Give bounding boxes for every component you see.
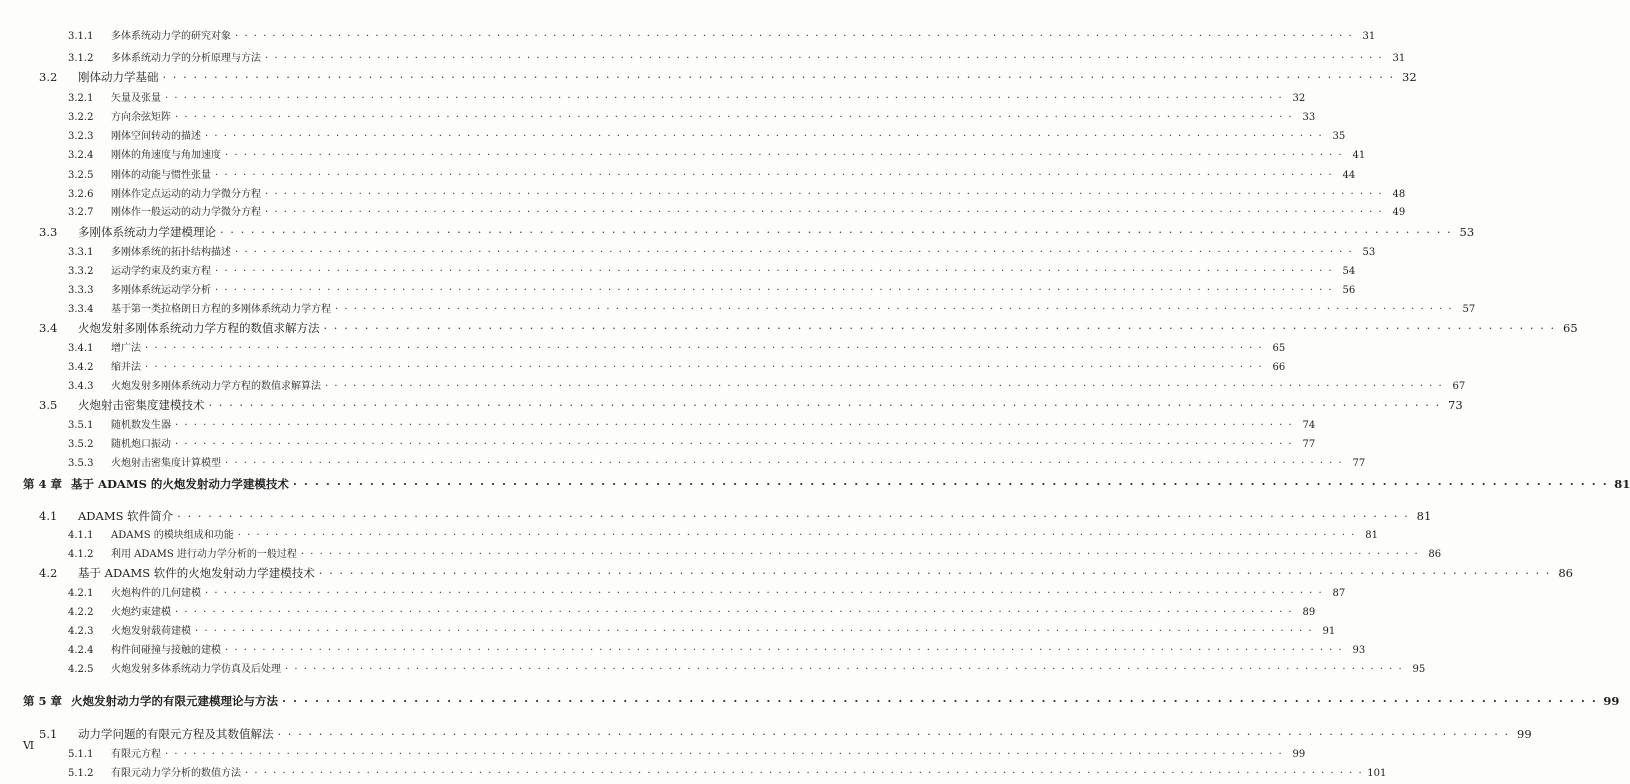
toc-entry-title: 动力学问题的有限元方程及其数值解法 bbox=[78, 727, 274, 741]
toc-entry-number: 3.3.1 bbox=[68, 247, 94, 258]
toc-entry-number: 3.3.4 bbox=[68, 304, 94, 315]
toc-entry-5-1-2 bbox=[0, 764, 1387, 784]
toc-entry-number: 4.2.3 bbox=[68, 626, 94, 637]
toc-entry-4-1 bbox=[0, 508, 1432, 528]
toc-entry-title: 火炮发射动力学的有限元建模理论与方法 bbox=[71, 694, 279, 708]
toc-entry-3-5-1 bbox=[0, 416, 1316, 436]
toc-entry-title: 有限元方程 bbox=[111, 749, 161, 760]
toc-entry-number: 3.2.6 bbox=[68, 189, 94, 200]
page-number-roman: Ⅵ bbox=[23, 739, 35, 752]
toc-entry-number: 3.5.1 bbox=[68, 420, 94, 431]
toc-entry-number: 3.1.1 bbox=[68, 31, 94, 42]
toc-entry-title: 刚体作一般运动的动力学微分方程 bbox=[111, 207, 261, 218]
toc-entry-number: 3.2.2 bbox=[68, 112, 94, 123]
toc-entry-page: 35 bbox=[1332, 131, 1346, 142]
toc-entry-page: 74 bbox=[1302, 420, 1316, 431]
toc-entry-title: 有限元动力学分析的数值方法 bbox=[111, 768, 241, 779]
toc-entry-number: 3.4.3 bbox=[68, 381, 94, 392]
toc-entry-number: 3.1.2 bbox=[68, 53, 94, 64]
toc-entry-title: 火炮发射多体系统动力学仿真及后处理 bbox=[111, 664, 281, 675]
dot-leader: · · · · · · · · · · · · · · · · · · · · · · · · · · · · · · · · · · · · · · · · · · · · · · · · · · · · · · · · · · · · · · · · · · · · · · · · · · · · · · · · · · · · · · · · · · · · · · · · · · · · · · · · · · · · · · · · · · · · · · · · bbox=[265, 207, 1384, 218]
toc-entry-page: 93 bbox=[1352, 645, 1366, 656]
toc-entry-title: 火炮构件的几何建模 bbox=[111, 588, 201, 599]
toc-entry-number: 4.2.5 bbox=[68, 664, 94, 675]
toc-entry-page: 32 bbox=[1402, 70, 1417, 84]
dot-leader: · · · · · · · · · · · · · · · · · · · · · · · · · · · · · · · · · · · · · · · · · · · · · · · · · · · · · · · · · · · · · · · · · · · · · · · · · · · · · · · · · · · · · · · · · · · · · · · · · · · · · · · · · · · · · · · · · · · · · · · · bbox=[235, 247, 1354, 258]
toc-entry-3-2-1 bbox=[0, 89, 1306, 109]
toc-entry-第4章 bbox=[0, 476, 1630, 496]
dot-leader: · · · · · · · · · · · · · · · · · · · · · · · · · · · · · · · · · · · · · · · · · · · · · · · · · · · · · · · · · · · · · · · · · · · · · · · · · · · · · · · · · · · · · · · · · · · · · · · · · · · · · · · · · · · · · · · · · · · · · · · · bbox=[162, 70, 1395, 84]
dot-leader: · · · · · · · · · · · · · · · · · · · · · · · · · · · · · · · · · · · · · · · · · · · · · · · · · · · · · · · · · · · · · · · · · · · · · · · · · · · · · · · · · · · · · · · · · · · · · · · · · · · · · · · · · · · · · · · · · · · · · · · · bbox=[165, 93, 1284, 104]
toc-entry-title: 矢量及张量 bbox=[111, 93, 161, 104]
toc-entry-page: 87 bbox=[1332, 588, 1346, 599]
toc-entry-4-1-1 bbox=[0, 526, 1378, 546]
toc-entry-number: 5.1.1 bbox=[68, 749, 94, 760]
toc-entry-3-4-3 bbox=[0, 377, 1466, 397]
toc-entry-title: 运动学约束及约束方程 bbox=[111, 266, 211, 277]
toc-entry-page: 44 bbox=[1342, 170, 1356, 181]
toc-entry-number: 3.2.5 bbox=[68, 170, 94, 181]
dot-leader: · · · · · · · · · · · · · · · · · · · · · · · · · · · · · · · · · · · · · · · · · · · · · · · · · · · · · · · · · · · · · · · · · · · · · · · · · · · · · · · · · · · · · · · · · · · · · · · · · · · · · · · · · · · · · · · · · · · · · · · · bbox=[175, 439, 1294, 450]
toc-entry-page: 91 bbox=[1322, 626, 1336, 637]
toc-entry-title: 多体系统动力学的分析原理与方法 bbox=[111, 53, 261, 64]
toc-entry-number: 4.2.2 bbox=[68, 607, 94, 618]
dot-leader: · · · · · · · · · · · · · · · · · · · · · · · · · · · · · · · · · · · · · · · · · · · · · · · · · · · · · · · · · · · · · · · · · · · · · · · · · · · · · · · · · · · · · · · · · · · · · · · · · · · · · · · · · · · · · · · · · · · · · · · · bbox=[175, 607, 1294, 618]
toc-entry-number: 3.3.2 bbox=[68, 266, 94, 277]
toc-entry-title: 多刚体系统动力学建模理论 bbox=[78, 225, 216, 239]
toc-entry-3-2 bbox=[0, 69, 1417, 89]
toc-entry-title: 构件间碰撞与接触的建模 bbox=[111, 645, 221, 656]
toc-entry-page: 48 bbox=[1392, 189, 1406, 200]
toc-entry-number: 3.4.2 bbox=[68, 362, 94, 373]
toc-entry-title: 火炮射击密集度计算模型 bbox=[111, 458, 221, 469]
toc-entry-page: 99 bbox=[1603, 694, 1620, 708]
toc-entry-page: 86 bbox=[1428, 549, 1442, 560]
toc-entry-page: 41 bbox=[1352, 150, 1366, 161]
dot-leader: · · · · · · · · · · · · · · · · · · · · · · · · · · · · · · · · · · · · · · · · · · · · · · · · · · · · · · · · · · · · · · · · · · · · · · · · · · · · · · · · · · · · · · · · · · · · · · · · · · · · · · · · · · · · · · · · · · · · · · · · bbox=[292, 477, 1609, 491]
dot-leader: · · · · · · · · · · · · · · · · · · · · · · · · · · · · · · · · · · · · · · · · · · · · · · · · · · · · · · · · · · · · · · · · · · · · · · · · · · · · · · · · · · · · · · · · · · · · · · · · · · · · · · · · · · · · · · · · · · · · · · · · bbox=[265, 189, 1384, 200]
dot-leader: · · · · · · · · · · · · · · · · · · · · · · · · · · · · · · · · · · · · · · · · · · · · · · · · · · · · · · · · · · · · · · · · · · · · · · · · · · · · · · · · · · · · · · · · · · · · · · · · · · · · · · · · · · · · · · · · · · · · · · · · bbox=[265, 53, 1384, 64]
toc-entry-page: 53 bbox=[1459, 225, 1475, 239]
toc-entry-第5章 bbox=[0, 693, 1620, 713]
toc-entry-number: 4.2.1 bbox=[68, 588, 94, 599]
toc-entry-number: 4.1.2 bbox=[68, 549, 94, 560]
toc-entry-title: 刚体空间转动的描述 bbox=[111, 131, 201, 142]
toc-entry-title: ADAMS 软件简介 bbox=[78, 509, 174, 523]
toc-entry-title: 多刚体系统运动学分析 bbox=[111, 285, 211, 296]
toc-entry-3-3-3 bbox=[0, 281, 1356, 301]
toc-entry-page: 67 bbox=[1452, 381, 1466, 392]
toc-entry-3-5 bbox=[0, 397, 1463, 417]
dot-leader: · · · · · · · · · · · · · · · · · · · · · · · · · · · · · · · · · · · · · · · · · · · · · · · · · · · · · · · · · · · · · · · · · · · · · · · · · · · · · · · · · · · · · · · · · · · · · · · · · · · · · · · · · · · · · · · · · · · · · · · · bbox=[318, 566, 1551, 580]
dot-leader: · · · · · · · · · · · · · · · · · · · · · · · · · · · · · · · · · · · · · · · · · · · · · · · · · · · · · · · · · · · · · · · · · · · · · · · · · · · · · · · · · · · · · · · · · · · · · · · · · · · · · · · · · · · · · · · · · · · · · · · · bbox=[177, 509, 1410, 523]
toc-entry-page: 99 bbox=[1292, 749, 1306, 760]
dot-leader: · · · · · · · · · · · · · · · · · · · · · · · · · · · · · · · · · · · · · · · · · · · · · · · · · · · · · · · · · · · · · · · · · · · · · · · · · · · · · · · · · · · · · · · · · · · · · · · · · · · · · · · · · · · · · · · · · · · · · · · · bbox=[195, 626, 1314, 637]
toc-entry-3-2-2 bbox=[0, 108, 1316, 128]
dot-leader: · · · · · · · · · · · · · · · · · · · · · · · · · · · · · · · · · · · · · · · · · · · · · · · · · · · · · · · · · · · · · · · · · · · · · · · · · · · · · · · · · · · · · · · · · · · · · · · · · · · · · · · · · · · · · · · · · · · · · · · · bbox=[325, 381, 1444, 392]
toc-entry-3-3 bbox=[0, 224, 1475, 244]
toc-entry-3-1-2 bbox=[0, 49, 1406, 69]
toc-entry-3-4-1 bbox=[0, 339, 1286, 359]
toc-entry-title: 多刚体系统的拓扑结构描述 bbox=[111, 247, 231, 258]
toc-entry-page: 89 bbox=[1302, 607, 1316, 618]
dot-leader: · · · · · · · · · · · · · · · · · · · · · · · · · · · · · · · · · · · · · · · · · · · · · · · · · · · · · · · · · · · · · · · · · · · · · · · · · · · · · · · · · · · · · · · · · · · · · · · · · · · · · · · · · · · · · · · · · · · · · · · · bbox=[220, 225, 1453, 239]
toc-entry-title: 利用 ADAMS 进行动力学分析的一般过程 bbox=[111, 549, 297, 560]
toc-entry-page: 77 bbox=[1302, 439, 1316, 450]
toc-entry-number: 第 4 章 bbox=[23, 477, 63, 491]
dot-leader: · · · · · · · · · · · · · · · · · · · · · · · · · · · · · · · · · · · · · · · · · · · · · · · · · · · · · · · · · · · · · · · · · · · · · · · · · · · · · · · · · · · · · · · · · · · · · · · · · · · · · · · · · · · · · · · · · · · · · · · · bbox=[215, 170, 1334, 181]
dot-leader: · · · · · · · · · · · · · · · · · · · · · · · · · · · · · · · · · · · · · · · · · · · · · · · · · · · · · · · · · · · · · · · · · · · · · · · · · · · · · · · · · · · · · · · · · · · · · · · · · · · · · · · · · · · · · · · · · · · · · · · · bbox=[208, 398, 1441, 412]
toc-entry-3-2-6 bbox=[0, 185, 1406, 205]
dot-leader: · · · · · · · · · · · · · · · · · · · · · · · · · · · · · · · · · · · · · · · · · · · · · · · · · · · · · · · · · · · · · · · · · · · · · · · · · · · · · · · · · · · · · · · · · · · · · · · · · · · · · · · · · · · · · · · · · · · · · · · · bbox=[215, 285, 1334, 296]
toc-entry-title: 基于 ADAMS 软件的火炮发射动力学建模技术 bbox=[78, 566, 315, 580]
toc-entry-title: ADAMS 的模块组成和功能 bbox=[111, 530, 234, 541]
dot-leader: · · · · · · · · · · · · · · · · · · · · · · · · · · · · · · · · · · · · · · · · · · · · · · · · · · · · · · · · · · · · · · · · · · · · · · · · · · · · · · · · · · · · · · · · · · · · · · · · · · · · · · · · · · · · · · · · · · · · · · · · bbox=[215, 266, 1334, 277]
toc-entry-number: 4.1.1 bbox=[68, 530, 94, 541]
dot-leader: · · · · · · · · · · · · · · · · · · · · · · · · · · · · · · · · · · · · · · · · · · · · · · · · · · · · · · · · · · · · · · · · · · · · · · · · · · · · · · · · · · · · · · · · · · · · · · · · · · · · · · · · · · · · · · · · · · · · · · · · bbox=[335, 304, 1454, 315]
toc-entry-3-4-2 bbox=[0, 358, 1286, 378]
toc-entry-page: 86 bbox=[1558, 566, 1573, 580]
toc-entry-4-2 bbox=[0, 565, 1573, 585]
toc-entry-page: 66 bbox=[1272, 362, 1286, 373]
toc-entry-number: 4.1 bbox=[39, 509, 58, 523]
toc-entry-number: 3.4.1 bbox=[68, 343, 94, 354]
toc-entry-3-3-1 bbox=[0, 243, 1376, 263]
toc-entry-number: 3.5.3 bbox=[68, 458, 94, 469]
toc-entry-page: 33 bbox=[1302, 112, 1316, 123]
dot-leader: · · · · · · · · · · · · · · · · · · · · · · · · · · · · · · · · · · · · · · · · · · · · · · · · · · · · · · · · · · · · · · · · · · · · · · · · · · · · · · · · · · · · · · · · · · · · · · · · · · · · · · · · · · · · · · · · · · · · · · · · bbox=[237, 530, 1356, 541]
toc-entry-page: 73 bbox=[1448, 398, 1463, 412]
toc-entry-number: 5.1.2 bbox=[68, 768, 94, 779]
dot-leader: · · · · · · · · · · · · · · · · · · · · · · · · · · · · · · · · · · · · · · · · · · · · · · · · · · · · · · · · · · · · · · · · · · · · · · · · · · · · · · · · · · · · · · · · · · · · · · · · · · · · · · · · · · · · · · · · · · · · · · · · bbox=[282, 694, 1598, 708]
toc-entry-page: 54 bbox=[1342, 266, 1356, 277]
toc-entry-title: 刚体的动能与惯性张量 bbox=[111, 170, 211, 181]
toc-entry-4-1-2 bbox=[0, 545, 1442, 565]
dot-leader: · · · · · · · · · · · · · · · · · · · · · · · · · · · · · · · · · · · · · · · · · · · · · · · · · · · · · · · · · · · · · · · · · · · · · · · · · · · · · · · · · · · · · · · · · · · · · · · · · · · · · · · · · · · · · · · · · · · · · · · · bbox=[145, 343, 1264, 354]
toc-entry-title: 基于第一类拉格朗日方程的多刚体系统动力学方程 bbox=[111, 304, 331, 315]
toc-entry-title: 多体系统动力学的研究对象 bbox=[111, 31, 231, 42]
toc-entry-4-2-2 bbox=[0, 603, 1316, 623]
toc-entry-page: 65 bbox=[1272, 343, 1286, 354]
toc-entry-title: 刚体作定点运动的动力学微分方程 bbox=[111, 189, 261, 200]
toc-entry-page: 65 bbox=[1563, 321, 1578, 335]
toc-entry-number: 第 5 章 bbox=[23, 694, 63, 708]
toc-entry-3-5-3 bbox=[0, 454, 1366, 474]
dot-leader: · · · · · · · · · · · · · · · · · · · · · · · · · · · · · · · · · · · · · · · · · · · · · · · · · · · · · · · · · · · · · · · · · · · · · · · · · · · · · · · · · · · · · · · · · · · · · · · · · · · · · · · · · · · · · · · · · · · · · · · · bbox=[235, 31, 1354, 42]
toc-entry-3-2-3 bbox=[0, 127, 1346, 147]
toc-entry-page: 56 bbox=[1342, 285, 1356, 296]
toc-entry-title: 火炮发射多刚体系统动力学方程的数值求解算法 bbox=[111, 381, 321, 392]
toc-entry-title: 方向余弦矩阵 bbox=[111, 112, 171, 123]
dot-leader: · · · · · · · · · · · · · · · · · · · · · · · · · · · · · · · · · · · · · · · · · · · · · · · · · · · · · · · · · · · · · · · · · · · · · · · · · · · · · · · · · · · · · · · · · · · · · · · · · · · · · · · · · · · · · · · · · · · · · · · · bbox=[175, 420, 1294, 431]
toc-entry-number: 3.3 bbox=[39, 225, 58, 239]
toc-entry-number: 3.2.7 bbox=[68, 207, 94, 218]
toc-entry-page: 81 bbox=[1365, 530, 1378, 541]
toc-entry-number: 3.5 bbox=[39, 398, 58, 412]
toc-entry-title: 随机炮口振动 bbox=[111, 439, 171, 450]
toc-entry-page: 53 bbox=[1362, 247, 1376, 258]
toc-entry-3-2-7 bbox=[0, 203, 1406, 223]
toc-entry-title: 火炮射击密集度建模技术 bbox=[78, 398, 205, 412]
toc-entry-4-2-3 bbox=[0, 622, 1336, 642]
toc-entry-3-3-2 bbox=[0, 262, 1356, 282]
toc-entry-4-2-1 bbox=[0, 584, 1346, 604]
dot-leader: · · · · · · · · · · · · · · · · · · · · · · · · · · · · · · · · · · · · · · · · · · · · · · · · · · · · · · · · · · · · · · · · · · · · · · · · · · · · · · · · · · · · · · · · · · · · · · · · · · · · · · · · · · · · · · · · · · · · · · · · bbox=[205, 588, 1324, 599]
toc-entry-title: 增广法 bbox=[111, 343, 141, 354]
toc-entry-3-1-1 bbox=[0, 27, 1376, 47]
toc-entry-page: 77 bbox=[1352, 458, 1366, 469]
toc-entry-title: 火炮约束建模 bbox=[111, 607, 171, 618]
toc-entry-number: 3.2.1 bbox=[68, 93, 94, 104]
dot-leader: · · · · · · · · · · · · · · · · · · · · · · · · · · · · · · · · · · · · · · · · · · · · · · · · · · · · · · · · · · · · · · · · · · · · · · · · · · · · · · · · · · · · · · · · · · · · · · · · · · · · · · · · · · · · · · · · · · · · · · · · bbox=[225, 458, 1344, 469]
dot-leader: · · · · · · · · · · · · · · · · · · · · · · · · · · · · · · · · · · · · · · · · · · · · · · · · · · · · · · · · · · · · · · · · · · · · · · · · · · · · · · · · · · · · · · · · · · · · · · · · · · · · · · · · · · · · · · · · · · · · · · · · bbox=[175, 112, 1294, 123]
toc-entry-5-1 bbox=[0, 726, 1532, 746]
toc-entry-3-3-4 bbox=[0, 300, 1476, 320]
toc-entry-title: 基于 ADAMS 的火炮发射动力学建模技术 bbox=[71, 477, 289, 491]
toc-entry-number: 3.4 bbox=[39, 321, 58, 335]
toc-entry-number: 3.2 bbox=[39, 70, 58, 84]
dot-leader: · · · · · · · · · · · · · · · · · · · · · · · · · · · · · · · · · · · · · · · · · · · · · · · · · · · · · · · · · · · · · · · · · · · · · · · · · · · · · · · · · · · · · · · · · · · · · · · · · · · · · · · · · · · · · · · · · · · · · · · · bbox=[145, 362, 1264, 373]
toc-entry-3-2-5 bbox=[0, 166, 1356, 186]
dot-leader: · · · · · · · · · · · · · · · · · · · · · · · · · · · · · · · · · · · · · · · · · · · · · · · · · · · · · · · · · · · · · · · · · · · · · · · · · · · · · · · · · · · · · · · · · · · · · · · · · · · · · · · · · · · · · · · · · · · · · · · · bbox=[165, 749, 1284, 760]
dot-leader: · · · · · · · · · · · · · · · · · · · · · · · · · · · · · · · · · · · · · · · · · · · · · · · · · · · · · · · · · · · · · · · · · · · · · · · · · · · · · · · · · · · · · · · · · · · · · · · · · · · · · · · · · · · · · · · · · · · · · · · · bbox=[225, 150, 1344, 161]
toc-entry-page: 57 bbox=[1462, 304, 1476, 315]
toc-entry-number: 5.1 bbox=[39, 727, 58, 741]
toc-entry-title: 刚体动力学基础 bbox=[78, 70, 159, 84]
toc-entry-page: 81 bbox=[1416, 509, 1432, 523]
toc-entry-3-2-4 bbox=[0, 146, 1366, 166]
toc-entry-page: 95 bbox=[1412, 664, 1426, 675]
toc-entry-5-1-1 bbox=[0, 745, 1306, 765]
toc-entry-title: 火炮发射多刚体系统动力学方程的数值求解方法 bbox=[78, 321, 320, 335]
toc-entry-number: 3.2.4 bbox=[68, 150, 94, 161]
toc-entry-number: 3.5.2 bbox=[68, 439, 94, 450]
toc-entry-number: 4.2.4 bbox=[68, 645, 94, 656]
toc-entry-3-4 bbox=[0, 320, 1578, 340]
toc-entry-page: 31 bbox=[1392, 53, 1406, 64]
toc-entry-page: 81 bbox=[1614, 477, 1630, 491]
toc-entry-number: 3.3.3 bbox=[68, 285, 94, 296]
toc-entry-page: 101 bbox=[1367, 768, 1387, 779]
toc-entry-page: 31 bbox=[1362, 31, 1376, 42]
toc-entry-title: 刚体的角速度与角加速度 bbox=[111, 150, 221, 161]
toc-entry-page: 32 bbox=[1292, 93, 1306, 104]
toc-entry-3-5-2 bbox=[0, 435, 1316, 455]
dot-leader: · · · · · · · · · · · · · · · · · · · · · · · · · · · · · · · · · · · · · · · · · · · · · · · · · · · · · · · · · · · · · · · · · · · · · · · · · · · · · · · · · · · · · · · · · · · · · · · · · · · · · · · · · · · · · · · · · · · · · · · · bbox=[205, 131, 1324, 142]
dot-leader: · · · · · · · · · · · · · · · · · · · · · · · · · · · · · · · · · · · · · · · · · · · · · · · · · · · · · · · · · · · · · · · · · · · · · · · · · · · · · · · · · · · · · · · · · · · · · · · · · · · · · · · · · · · · · · · · · · · · · · · · bbox=[323, 321, 1556, 335]
toc-entry-title: 随机数发生器 bbox=[111, 420, 171, 431]
toc-entry-title: 缩并法 bbox=[111, 362, 141, 373]
toc-entry-number: 4.2 bbox=[39, 566, 58, 580]
dot-leader: · · · · · · · · · · · · · · · · · · · · · · · · · · · · · · · · · · · · · · · · · · · · · · · · · · · · · · · · · · · · · · · · · · · · · · · · · · · · · · · · · · · · · · · · · · · · · · · · · · · · · · · · · · · · · · · · · · · · · · · · bbox=[277, 727, 1510, 741]
dot-leader: · · · · · · · · · · · · · · · · · · · · · · · · · · · · · · · · · · · · · · · · · · · · · · · · · · · · · · · · · · · · · · · · · · · · · · · · · · · · · · · · · · · · · · · · · · · · · · · · · · · · · · · · · · · · · · · · · · · · · · · · bbox=[245, 768, 1364, 779]
toc-entry-page: 49 bbox=[1392, 207, 1406, 218]
toc-entry-page: 99 bbox=[1517, 727, 1532, 741]
toc-entry-4-2-4 bbox=[0, 641, 1366, 661]
dot-leader: · · · · · · · · · · · · · · · · · · · · · · · · · · · · · · · · · · · · · · · · · · · · · · · · · · · · · · · · · · · · · · · · · · · · · · · · · · · · · · · · · · · · · · · · · · · · · · · · · · · · · · · · · · · · · · · · · · · · · · · · bbox=[225, 645, 1344, 656]
dot-leader: · · · · · · · · · · · · · · · · · · · · · · · · · · · · · · · · · · · · · · · · · · · · · · · · · · · · · · · · · · · · · · · · · · · · · · · · · · · · · · · · · · · · · · · · · · · · · · · · · · · · · · · · · · · · · · · · · · · · · · · · bbox=[285, 664, 1404, 675]
toc-entry-title: 火炮发射载荷建模 bbox=[111, 626, 191, 637]
toc-entry-number: 3.2.3 bbox=[68, 131, 94, 142]
toc-entry-4-2-5 bbox=[0, 660, 1426, 680]
dot-leader: · · · · · · · · · · · · · · · · · · · · · · · · · · · · · · · · · · · · · · · · · · · · · · · · · · · · · · · · · · · · · · · · · · · · · · · · · · · · · · · · · · · · · · · · · · · · · · · · · · · · · · · · · · · · · · · · · · · · · · · · bbox=[300, 549, 1420, 560]
